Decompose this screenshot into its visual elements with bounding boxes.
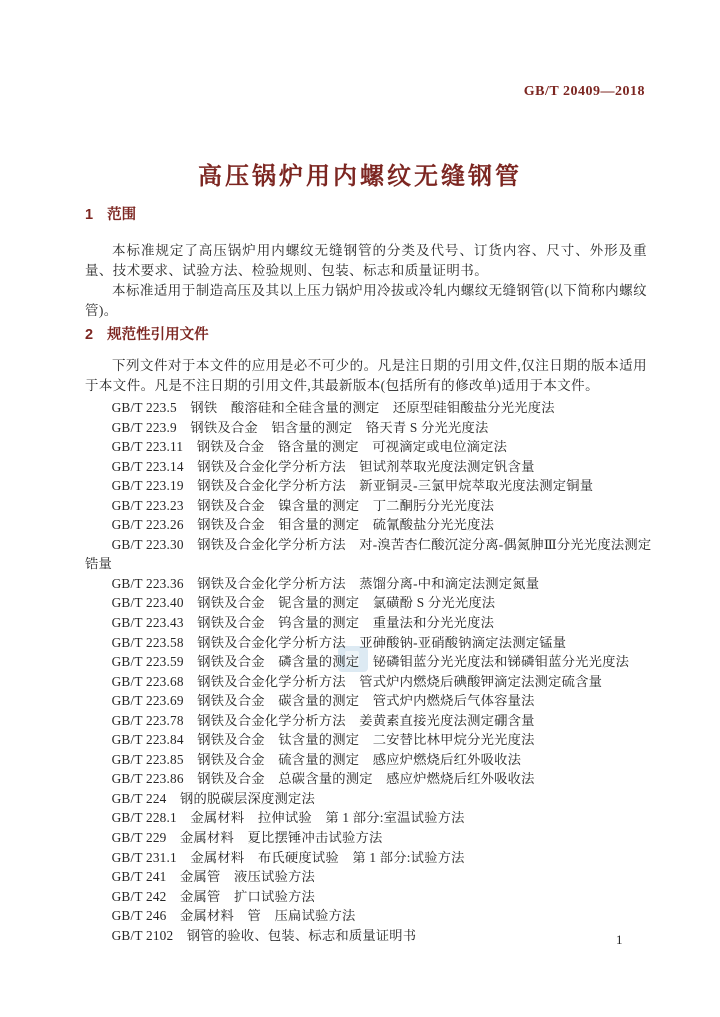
reference-item: GB/T 223.78 钢铁及合金化学分析方法 姜黄素直接光度法测定硼含量 — [111, 712, 535, 728]
reference-item: GB/T 223.36 钢铁及合金化学分析方法 蒸馏分离-中和滴定法测定氮量 — [111, 575, 540, 591]
reference-item: GB/T 231.1 金属材料 布氏硬度试验 第 1 部分:试验方法 — [111, 849, 465, 865]
reference-item: GB/T 224 钢的脱碳层深度测定法 — [111, 790, 315, 806]
normative-references-list — [85, 398, 653, 945]
reference-item: GB/T 223.68 钢铁及合金化学分析方法 管式炉内燃烧后碘酸钾滴定法测定硫含量 — [111, 673, 603, 689]
page-number: 1 — [616, 932, 623, 947]
reference-item: GB/T 223.85 钢铁及合金 硫含量的测定 感应炉燃烧后红外吸收法 — [111, 751, 522, 767]
section-number: 2 — [85, 327, 94, 343]
reference-item: GB/T 223.84 钢铁及合金 钛含量的测定 二安替比林甲烷分光光度法 — [111, 732, 535, 748]
reference-item: GB/T 223.23 钢铁及合金 镍含量的测定 丁二酮肟分光光度法 — [111, 497, 495, 513]
section-heading-label: 规范性引用文件 — [107, 327, 209, 343]
section-number: 1 — [85, 207, 94, 223]
reference-item: GB/T 223.59 钢铁及合金 磷含量的测定 铋磷钼蓝分光光度法和锑磷钼蓝分光光度法 — [111, 654, 630, 670]
reference-item: GB/T 223.11 钢铁及合金 铬含量的测定 可视滴定或电位滴定法 — [111, 439, 508, 455]
paragraph: 本标准规定了高压锅炉用内螺纹无缝钢管的分类及代号、订货内容、尺寸、外形及重量、技术要求、试验方法、检验规则、包装、标志和质量证明书。 — [85, 243, 647, 278]
section-heading-scope — [85, 203, 136, 224]
paragraph: 本标准适用于制造高压及其以上压力锅炉用冷拔或冷轧内螺纹无缝钢管(以下简称内螺纹管)。 — [85, 283, 647, 318]
reference-item: GB/T 223.5 钢铁 酸溶硅和全硅含量的测定 还原型硅钼酸盐分光光度法 — [111, 400, 555, 415]
reference-item: GB/T 223.26 钢铁及合金 钼含量的测定 硫氰酸盐分光光度法 — [111, 517, 495, 533]
section-heading-normative-references — [85, 323, 209, 344]
reference-item: GB/T 223.30 钢铁及合金化学分析方法 对-溴苦杏仁酸沉淀分离-偶氮胂Ⅲ分光光度法测定锆量 — [85, 536, 652, 572]
standard-code-header: GB/T 20409—2018 — [523, 84, 645, 99]
document-title: 高压锅炉用内螺纹无缝钢管 — [198, 163, 522, 191]
reference-item: GB/T 223.9 钢铁及合金 铝含量的测定 铬天青 S 分光光度法 — [111, 419, 489, 435]
reference-item: GB/T 223.19 钢铁及合金化学分析方法 新亚铜灵-三氯甲烷萃取光度法测定铜量 — [111, 478, 594, 494]
reference-item: GB/T 223.58 钢铁及合金化学分析方法 亚砷酸钠-亚硝酸钠滴定法测定锰量 — [111, 634, 567, 650]
reference-item: GB/T 246 金属材料 管 压扁试验方法 — [111, 908, 356, 924]
reference-item: GB/T 241 金属管 液压试验方法 — [111, 869, 315, 885]
reference-item: GB/T 223.40 钢铁及合金 铌含量的测定 氯磺酚 S 分光光度法 — [111, 595, 496, 611]
paragraph: 下列文件对于本文件的应用是必不可少的。凡是注日期的引用文件,仅注日期的版本适用于本文件。凡是不注日期的引用文件,其最新版本(包括所有的修改单)适用于本文件。 — [85, 358, 647, 393]
reference-item: GB/T 223.69 钢铁及合金 碳含量的测定 管式炉内燃烧后气体容量法 — [111, 693, 535, 709]
reference-item: GB/T 228.1 金属材料 拉伸试验 第 1 部分:室温试验方法 — [111, 810, 465, 826]
reference-item: GB/T 2102 钢管的验收、包装、标志和质量证明书 — [111, 927, 417, 943]
normative-references-intro — [85, 356, 647, 396]
reference-item: GB/T 229 金属材料 夏比摆锤冲击试验方法 — [111, 830, 383, 846]
reference-item: GB/T 223.86 钢铁及合金 总碳含量的测定 感应炉燃烧后红外吸收法 — [111, 771, 535, 787]
reference-item: GB/T 223.43 钢铁及合金 钨含量的测定 重量法和分光光度法 — [111, 615, 495, 631]
section-heading-label: 范围 — [107, 207, 137, 223]
reference-item: GB/T 223.14 钢铁及合金化学分析方法 钽试剂萃取光度法测定钒含量 — [111, 458, 535, 474]
reference-item: GB/T 242 金属管 扩口试验方法 — [111, 888, 315, 904]
scope-paragraphs — [85, 241, 647, 321]
